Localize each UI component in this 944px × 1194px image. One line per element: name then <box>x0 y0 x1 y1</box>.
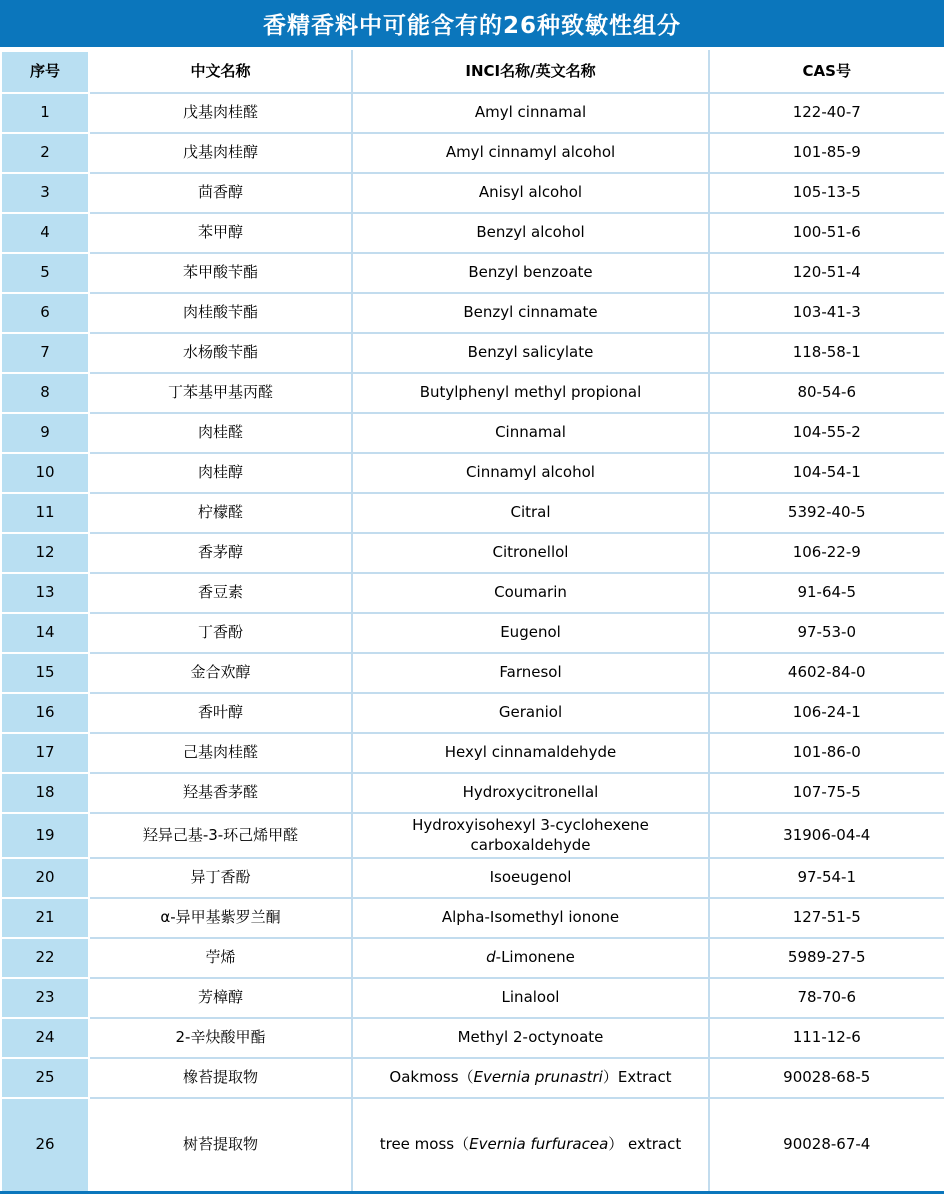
cell-index: 14 <box>1 613 89 653</box>
cell-chinese-name: 水杨酸苄酯 <box>89 333 352 373</box>
cell-inci-name: Benzyl alcohol <box>352 213 709 253</box>
cell-index: 18 <box>1 773 89 813</box>
column-header-inci-name: INCI名称/英文名称 <box>352 51 709 93</box>
cell-cas-number: 103-41-3 <box>709 293 944 333</box>
table-row <box>1 1018 944 1058</box>
table-row <box>1 93 944 133</box>
cell-index: 10 <box>1 453 89 493</box>
cell-inci-name: Linalool <box>352 978 709 1018</box>
cell-cas-number: 97-54-1 <box>709 858 944 898</box>
cell-chinese-name: 戊基肉桂醇 <box>89 133 352 173</box>
cell-chinese-name: α-异甲基紫罗兰酮 <box>89 898 352 938</box>
table-row <box>1 493 944 533</box>
table-row <box>1 573 944 613</box>
cell-inci-name: Alpha-Isomethyl ionone <box>352 898 709 938</box>
cell-cas-number: 127-51-5 <box>709 898 944 938</box>
cell-chinese-name: 金合欢醇 <box>89 653 352 693</box>
column-header-index: 序号 <box>1 51 89 93</box>
table-row <box>1 1098 944 1192</box>
cell-chinese-name: 丁香酚 <box>89 613 352 653</box>
cell-chinese-name: 苯甲酸苄酯 <box>89 253 352 293</box>
column-header-chinese-name: 中文名称 <box>89 51 352 93</box>
cell-chinese-name: 香豆素 <box>89 573 352 613</box>
cell-index: 26 <box>1 1098 89 1192</box>
cell-inci-name: Anisyl alcohol <box>352 173 709 213</box>
cell-inci-name: Hexyl cinnamaldehyde <box>352 733 709 773</box>
cell-index: 20 <box>1 858 89 898</box>
cell-inci-name: Benzyl salicylate <box>352 333 709 373</box>
cell-index: 11 <box>1 493 89 533</box>
cell-chinese-name: 橡苔提取物 <box>89 1058 352 1098</box>
cell-inci-name: Coumarin <box>352 573 709 613</box>
cell-inci-name: Amyl cinnamyl alcohol <box>352 133 709 173</box>
table-row <box>1 858 944 898</box>
table-row <box>1 733 944 773</box>
cell-chinese-name: 羟基香茅醛 <box>89 773 352 813</box>
table-row <box>1 653 944 693</box>
cell-cas-number: 120-51-4 <box>709 253 944 293</box>
table-header <box>1 51 944 93</box>
cell-chinese-name: 肉桂酸苄酯 <box>89 293 352 333</box>
cell-cas-number: 101-86-0 <box>709 733 944 773</box>
cell-chinese-name: 茴香醇 <box>89 173 352 213</box>
cell-index: 12 <box>1 533 89 573</box>
cell-cas-number: 78-70-6 <box>709 978 944 1018</box>
cell-cas-number: 80-54-6 <box>709 373 944 413</box>
cell-inci-name: Isoeugenol <box>352 858 709 898</box>
table-row <box>1 978 944 1018</box>
cell-cas-number: 90028-67-4 <box>709 1098 944 1192</box>
table-row <box>1 898 944 938</box>
cell-cas-number: 97-53-0 <box>709 613 944 653</box>
page-title: 香精香料中可能含有的26种致敏性组分 <box>0 0 944 47</box>
cell-inci-name: Benzyl cinnamate <box>352 293 709 333</box>
table-row <box>1 533 944 573</box>
table-body <box>1 93 944 1192</box>
cell-cas-number: 100-51-6 <box>709 213 944 253</box>
cell-index: 16 <box>1 693 89 733</box>
cell-chinese-name: 己基肉桂醛 <box>89 733 352 773</box>
cell-cas-number: 31906-04-4 <box>709 813 944 858</box>
cell-inci-name: tree moss（Evernia furfuracea） extract <box>352 1098 709 1192</box>
cell-cas-number: 104-54-1 <box>709 453 944 493</box>
table-row <box>1 293 944 333</box>
table-row <box>1 773 944 813</box>
cell-index: 19 <box>1 813 89 858</box>
cell-inci-name: Methyl 2-octynoate <box>352 1018 709 1058</box>
cell-index: 17 <box>1 733 89 773</box>
cell-cas-number: 122-40-7 <box>709 93 944 133</box>
cell-cas-number: 107-75-5 <box>709 773 944 813</box>
cell-chinese-name: 异丁香酚 <box>89 858 352 898</box>
cell-inci-name: Citronellol <box>352 533 709 573</box>
cell-cas-number: 105-13-5 <box>709 173 944 213</box>
cell-chinese-name: 香茅醇 <box>89 533 352 573</box>
cell-index: 25 <box>1 1058 89 1098</box>
header-row <box>1 51 944 93</box>
cell-inci-name: Cinnamal <box>352 413 709 453</box>
cell-cas-number: 118-58-1 <box>709 333 944 373</box>
cell-index: 23 <box>1 978 89 1018</box>
cell-chinese-name: 丁苯基甲基丙醛 <box>89 373 352 413</box>
cell-chinese-name: 芳樟醇 <box>89 978 352 1018</box>
cell-chinese-name: 戊基肉桂醛 <box>89 93 352 133</box>
table-row <box>1 453 944 493</box>
cell-cas-number: 106-24-1 <box>709 693 944 733</box>
table-row <box>1 133 944 173</box>
cell-index: 9 <box>1 413 89 453</box>
table-row <box>1 173 944 213</box>
table-row <box>1 253 944 293</box>
cell-index: 7 <box>1 333 89 373</box>
allergens-table <box>0 50 944 1194</box>
cell-index: 21 <box>1 898 89 938</box>
cell-inci-name: Hydroxyisohexyl 3-cyclohexene carboxaldehyde <box>352 813 709 858</box>
cell-inci-name: Citral <box>352 493 709 533</box>
cell-index: 24 <box>1 1018 89 1058</box>
cell-inci-name: Geraniol <box>352 693 709 733</box>
cell-cas-number: 90028-68-5 <box>709 1058 944 1098</box>
table-row <box>1 333 944 373</box>
table-row <box>1 413 944 453</box>
cell-index: 8 <box>1 373 89 413</box>
cell-inci-name: d-Limonene <box>352 938 709 978</box>
cell-inci-name: Farnesol <box>352 653 709 693</box>
column-header-cas-number: CAS号 <box>709 51 944 93</box>
cell-cas-number: 5392-40-5 <box>709 493 944 533</box>
table-row <box>1 613 944 653</box>
cell-chinese-name: 2-辛炔酸甲酯 <box>89 1018 352 1058</box>
cell-chinese-name: 肉桂醇 <box>89 453 352 493</box>
cell-inci-name: Benzyl benzoate <box>352 253 709 293</box>
cell-chinese-name: 苯甲醇 <box>89 213 352 253</box>
table-row <box>1 1058 944 1098</box>
cell-cas-number: 101-85-9 <box>709 133 944 173</box>
table-row <box>1 373 944 413</box>
cell-cas-number: 5989-27-5 <box>709 938 944 978</box>
cell-cas-number: 4602-84-0 <box>709 653 944 693</box>
cell-chinese-name: 香叶醇 <box>89 693 352 733</box>
cell-chinese-name: 柠檬醛 <box>89 493 352 533</box>
cell-index: 15 <box>1 653 89 693</box>
cell-index: 4 <box>1 213 89 253</box>
cell-chinese-name: 苧烯 <box>89 938 352 978</box>
cell-chinese-name: 树苔提取物 <box>89 1098 352 1192</box>
cell-cas-number: 91-64-5 <box>709 573 944 613</box>
cell-inci-name: Eugenol <box>352 613 709 653</box>
cell-chinese-name: 肉桂醛 <box>89 413 352 453</box>
cell-index: 6 <box>1 293 89 333</box>
cell-index: 3 <box>1 173 89 213</box>
cell-cas-number: 104-55-2 <box>709 413 944 453</box>
table-row <box>1 938 944 978</box>
cell-chinese-name: 羟异己基-3-环己烯甲醛 <box>89 813 352 858</box>
table-row <box>1 693 944 733</box>
table-row <box>1 813 944 858</box>
cell-cas-number: 106-22-9 <box>709 533 944 573</box>
cell-inci-name: Cinnamyl alcohol <box>352 453 709 493</box>
cell-index: 13 <box>1 573 89 613</box>
cell-index: 1 <box>1 93 89 133</box>
table-row <box>1 213 944 253</box>
cell-index: 22 <box>1 938 89 978</box>
cell-inci-name: Amyl cinnamal <box>352 93 709 133</box>
cell-cas-number: 111-12-6 <box>709 1018 944 1058</box>
cell-index: 2 <box>1 133 89 173</box>
cell-inci-name: Hydroxycitronellal <box>352 773 709 813</box>
cell-inci-name: Oakmoss（Evernia prunastri）Extract <box>352 1058 709 1098</box>
cell-index: 5 <box>1 253 89 293</box>
cell-inci-name: Butylphenyl methyl propional <box>352 373 709 413</box>
